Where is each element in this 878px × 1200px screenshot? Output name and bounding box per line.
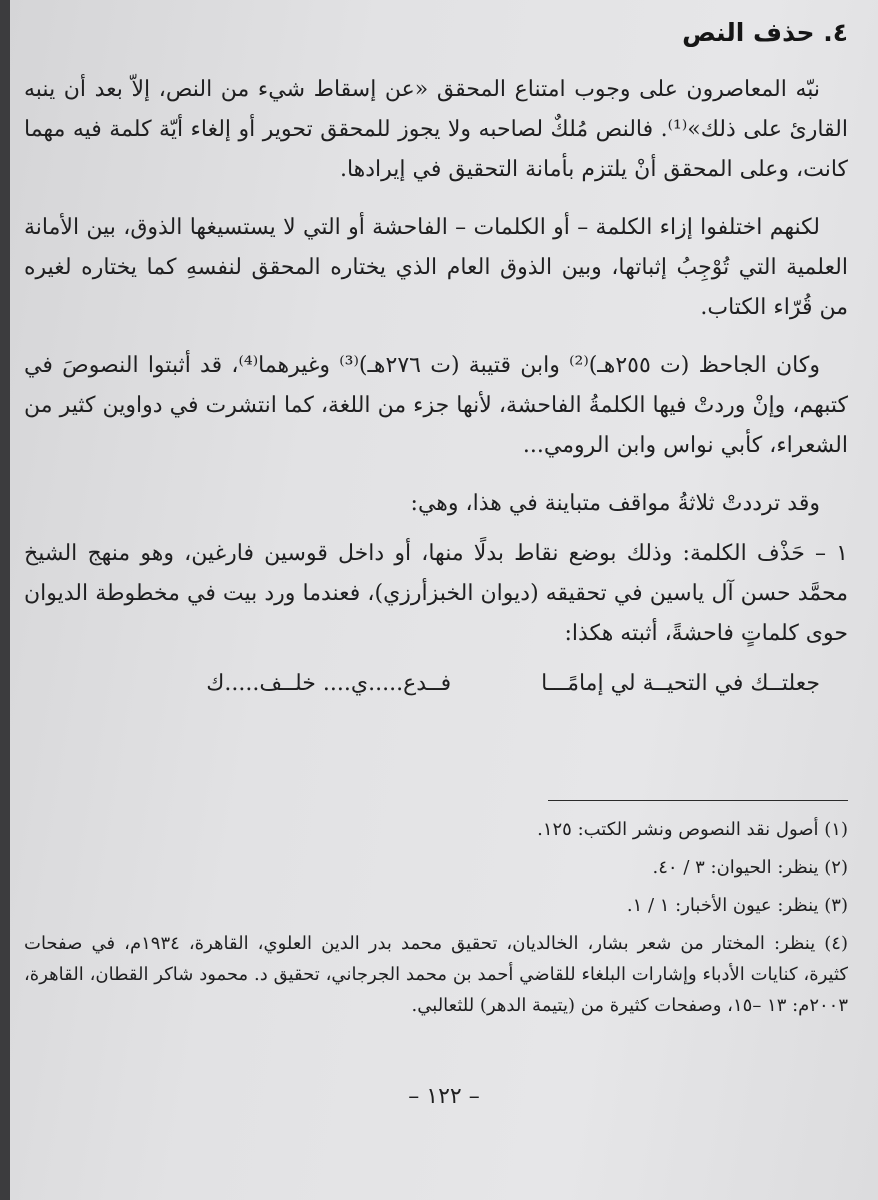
footnote: (١) أصول نقد النصوص ونشر الكتب: ١٢٥. (537, 819, 848, 840)
page-number: – ١٢٢ – (408, 1084, 480, 1109)
verse-line (24, 664, 848, 704)
paragraph: نبّه المعاصرون على وجوب امتناع المحقق «عن إسقاط شيء من النص، إلاّ بعد أن ينبه القارئ على ذلك»⁽¹⁾. فالنص مُلكٌ لصاحبه ولا يجوز للمحقق تحوير أو إلغاء أيّة كلمة فيه مهما كانت، وعلى المحقق أنْ يلتزم بأمانة التحقيق في إيرادها. (24, 77, 848, 182)
footnote-divider (548, 800, 848, 801)
section-title: ٤. حذف النص (682, 18, 848, 47)
paragraph: وقد ترددتْ ثلاثةُ مواقف متباينة في هذا، وهي: (410, 491, 820, 516)
footnote: (٣) ينظر: عيون الأخبار: ١ / ١. (626, 895, 848, 916)
footnote: (٢) ينظر: الحيوان: ٣ / ٤٠. (652, 857, 848, 878)
verse-first-hemistich: جعلتــك في التحيــة لي إمامًـــا (541, 671, 820, 696)
body-text (24, 70, 848, 704)
paragraph: لكنهم اختلفوا إزاء الكلمة – أو الكلمات – الفاحشة أو التي لا يستسيغها الذوق، بين الأمانة العلمية التي تُوْجِبُ إثباتها، وبين الذوق العام الذي يختاره المحقق لنفسهِ كما يختاره لغيره من قُرّاء الكتاب. (24, 215, 848, 320)
footnote: (٤) ينظر: المختار من شعر بشار، الخالديان، تحقيق محمد بدر الدين العلوي، القاهرة، ١٩٣٤م، في صفحات كثيرة، كنايات الأدباء وإشارات البلغاء للقاضي أحمد بن محمد الجرجاني، تحقيق د. محمود شاكر القطان، القاهرة، ٢٠٠٣م: ١٣ –١٥، وصفحات كثيرة من (يتيمة الدهر) للثعالبي. (24, 933, 848, 1016)
verse-second-hemistich: فــدع.....ي.... خلــف.....ك (206, 671, 452, 696)
footnotes (24, 814, 848, 1028)
paragraph: ١ – حَذْف الكلمة: وذلك بوضع نقاط بدلًا منها، أو داخل قوسين فارغين، وهو منهج الشيخ محمَّد حسن آل ياسين في تحقيقه (ديوان الخبزأرزي)، فعندما ورد بيت في مخطوطة الديوان حوى كلماتٍ فاحشةً، أثبته هكذا: (24, 541, 848, 646)
book-page (10, 0, 878, 1200)
paragraph: وكان الجاحظ (ت ٢٥٥هـ)⁽²⁾ وابن قتيبة (ت ٢٧٦هـ)⁽³⁾ وغيرهما⁽⁴⁾، قد أثبتوا النصوصَ في كتبهم، وإنْ وردتْ فيها الكلمةُ الفاحشة، لأنها جزء من اللغة، كما انتشرت في دواوين كثير من الشعراء، كأبي نواس وابن الرومي... (24, 353, 848, 458)
